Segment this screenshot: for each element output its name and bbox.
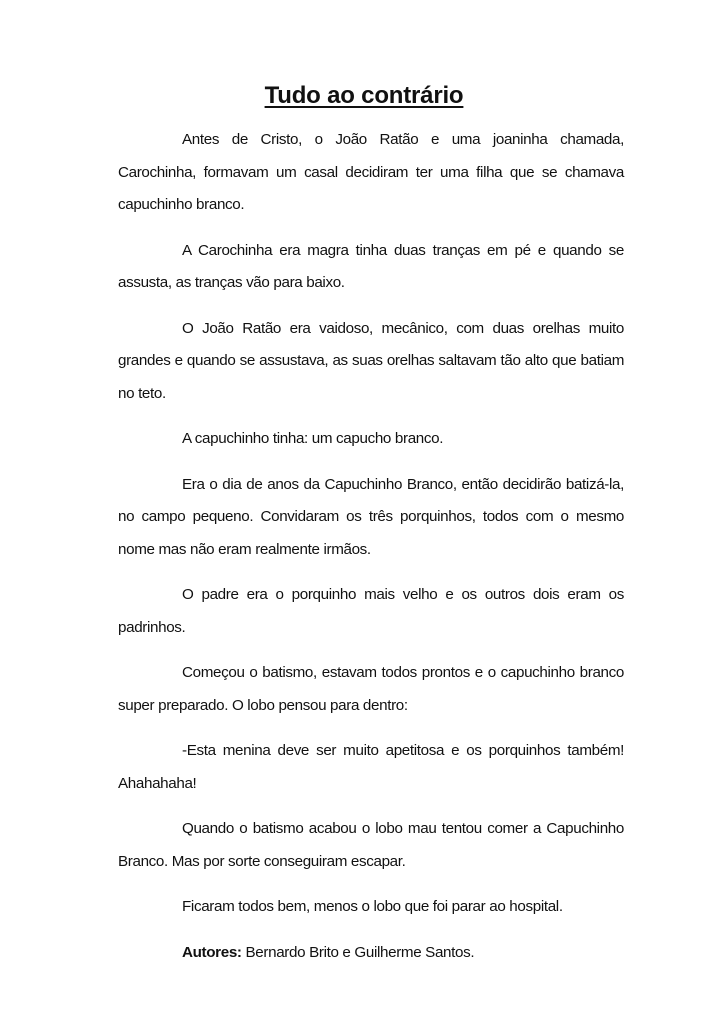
paragraph-1: Antes de Cristo, o João Ratão e uma joaninha chamada, Carochinha, formavam um casal decidiram ter uma filha que se chamava capuchinho branco. (118, 131, 624, 213)
paragraph-5: Era o dia de anos da Capuchinho Branco, então decidirão batizá-la, no campo pequeno. Convidaram os três porquinhos, todos com o mesmo nome mas não eram realmente irmãos. (118, 475, 624, 558)
authors-label: Autores: (182, 943, 242, 961)
authors-names: Bernardo Brito e Guilherme Santos. (245, 943, 475, 961)
paragraph-3: O João Ratão era vaidoso, mecânico, com duas orelhas muito grandes e quando se assustava, as suas orelhas saltavam tão alto que batiam no teto. (118, 319, 624, 402)
paragraph-6: O padre era o porquinho mais velho e os outros dois eram os padrinhos. (118, 586, 624, 636)
authors-line (118, 937, 624, 970)
paragraph-4: A capuchinho tinha: um capucho branco. (182, 430, 444, 447)
paragraph-10: Ficaram todos bem, menos o lobo que foi parar ao hospital. (182, 898, 563, 915)
document-body (118, 124, 624, 982)
paragraph-8: -Esta menina deve ser muito apetitosa e os porquinhos também! Ahahahaha! (118, 742, 624, 792)
paragraph-2: A Carochinha era magra tinha duas tranças em pé e quando se assusta, as tranças vão para baixo. (118, 241, 624, 291)
paragraph-7: Começou o batismo, estavam todos prontos e o capuchinho branco super preparado. O lobo pensou para dentro: (118, 664, 624, 714)
document-title: Tudo ao contrário (264, 82, 464, 109)
paragraph-9: Quando o batismo acabou o lobo mau tentou comer a Capuchinho Branco. Mas por sorte conseguiram escapar. (118, 820, 624, 870)
